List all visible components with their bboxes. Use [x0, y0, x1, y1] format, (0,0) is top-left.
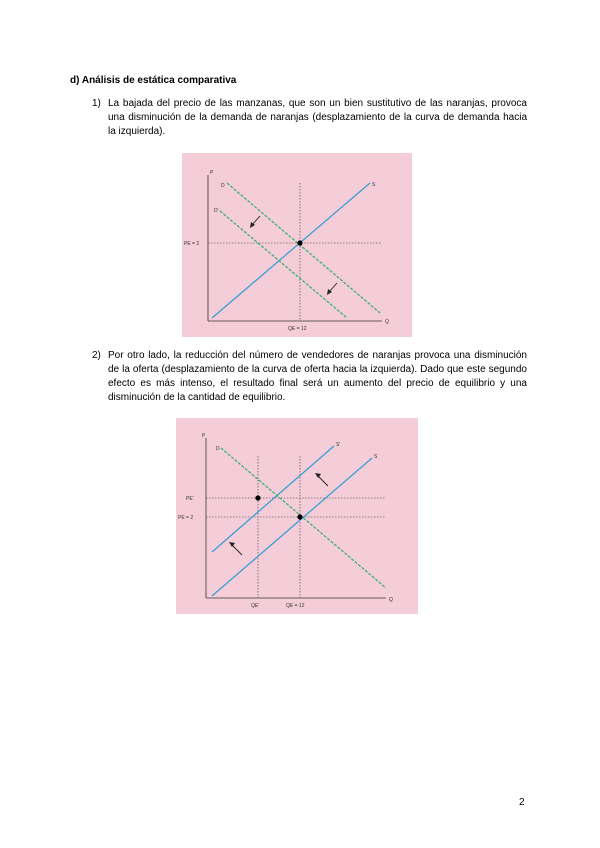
demand-label: D	[216, 446, 220, 452]
price-new-label: PE'	[186, 496, 194, 502]
x-axis-label: Q	[385, 319, 389, 325]
page-number: 2	[519, 797, 525, 808]
supply-label: S	[372, 182, 376, 188]
supply-shifted-label: S'	[336, 442, 341, 448]
list-item	[92, 349, 527, 405]
equilibrium-point-new	[255, 495, 260, 500]
item-number: 1)	[92, 98, 101, 109]
quantity-tick-label: QE = 12	[288, 326, 307, 332]
price-tick-label: PE = 2	[184, 241, 200, 247]
section-heading: d) Análisis de estática comparativa	[70, 75, 237, 86]
item-number: 2)	[92, 350, 101, 361]
supply-shift-graph	[176, 418, 418, 614]
y-axis-label: P	[202, 433, 206, 439]
equilibrium-point	[297, 240, 302, 245]
equilibrium-point-original	[297, 514, 302, 519]
price-original-label: PE = 2	[178, 515, 194, 521]
item-text: Por otro lado, la reducción del número de vendedores de naranjas provoca una disminución de la oferta (desplazamiento de la curva de oferta hacia la izquierda). Dado que este segundo efecto es más intenso, el resultado final será un aumento del precio de equilibrio y una disminución de la cantidad de equilibrio.	[108, 350, 527, 403]
demand-shift-figure	[182, 153, 412, 337]
y-axis-label: P	[210, 170, 214, 176]
item-text: La bajada del precio de las manzanas, que son un bien sustitutivo de las naranjas, provoca una disminución de la demanda de naranjas (desplazamiento de la curva de demanda hacia la izquierda).	[108, 98, 527, 137]
demand-shifted-label: D'	[214, 208, 219, 214]
list-item	[92, 97, 527, 139]
x-axis-label: Q	[389, 597, 393, 603]
demand-original-label: D	[221, 183, 225, 189]
supply-shift-figure	[176, 418, 418, 614]
quantity-original-label: QE = 12	[286, 603, 305, 609]
figure-background	[176, 418, 418, 614]
supply-original-label: S	[374, 454, 378, 460]
demand-shift-graph	[182, 153, 412, 337]
quantity-new-label: QE'	[251, 603, 260, 609]
